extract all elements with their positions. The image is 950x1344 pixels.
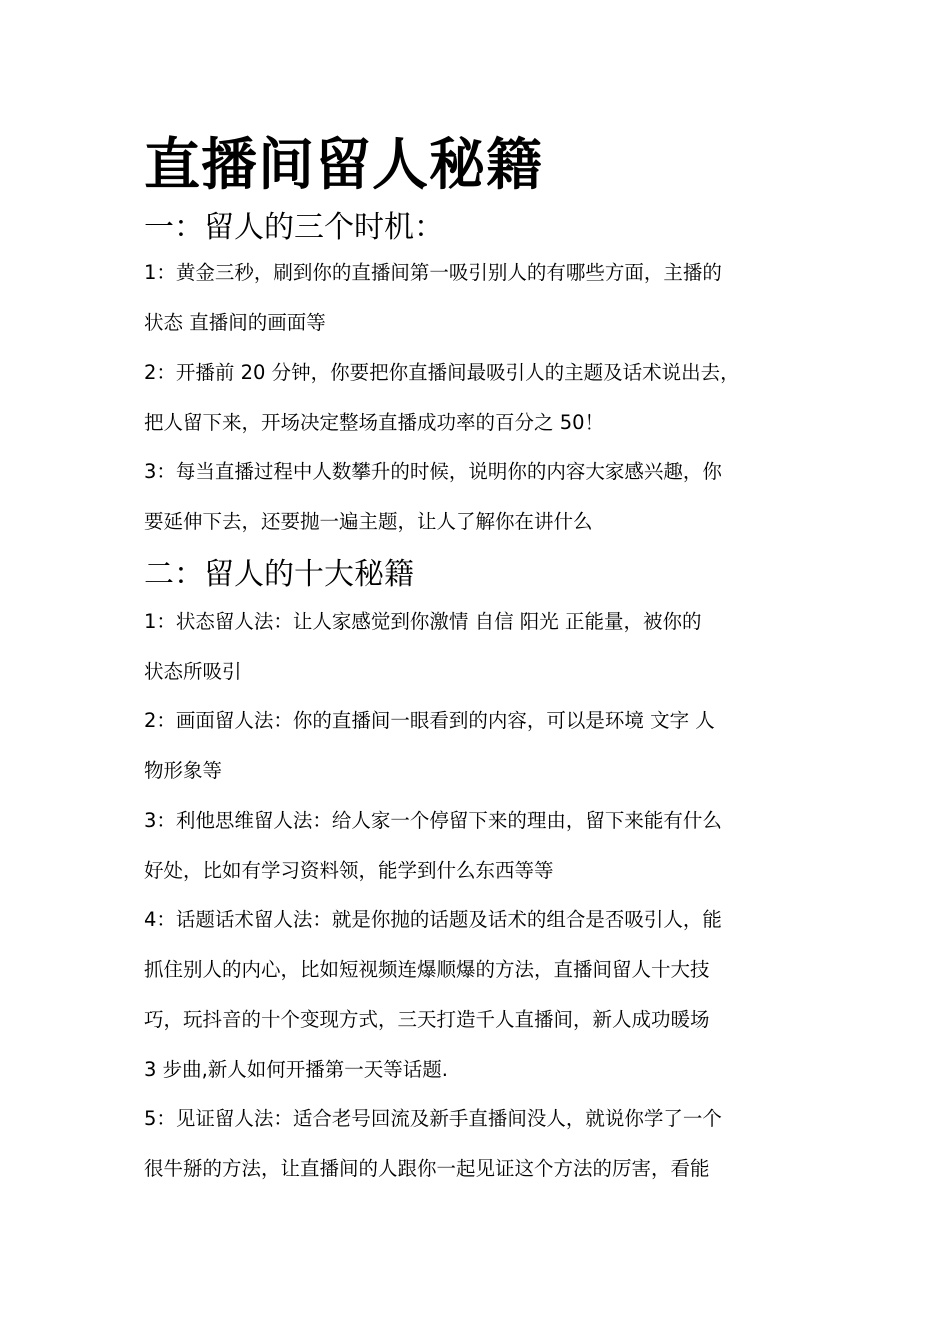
- paragraph-line: 很牛掰的方法，让直播间的人跟你一起见证这个方法的厉害，看能: [144, 1157, 710, 1180]
- paragraph-line: 好处，比如有学习资料领，能学到什么东西等等: [144, 859, 554, 882]
- document-title: 直播间留人秘籍: [144, 133, 543, 198]
- paragraph-line: 1：状态留人法：让人家感觉到你激情 自信 阳光 正能量，被你的: [144, 610, 702, 633]
- paragraph-line: 状态 直播间的画面等: [144, 311, 326, 334]
- paragraph-line: 3 步曲,新人如何开播第一天等话题.: [144, 1058, 449, 1081]
- section-heading-timing: 一：留人的三个时机：: [144, 210, 444, 245]
- paragraph-line: 5：见证留人法：适合老号回流及新手直播间没人，就说你学了一个: [144, 1107, 722, 1130]
- paragraph-line: 把人留下来，开场决定整场直播成功率的百分之 50！: [144, 411, 605, 434]
- paragraph-line: 3：每当直播过程中人数攀升的时候，说明你的内容大家感兴趣，你: [144, 460, 722, 483]
- paragraph-line: 抓住别人的内心，比如短视频连爆顺爆的方法，直播间留人十大技: [144, 958, 710, 981]
- paragraph-line: 巧，玩抖音的十个变现方式，三天打造千人直播间，新人成功暖场: [144, 1008, 710, 1031]
- paragraph-line: 物形象等: [144, 759, 223, 782]
- section-heading-secrets: 二：留人的十大秘籍: [144, 557, 414, 592]
- paragraph-line: 2：画面留人法：你的直播间一眼看到的内容，可以是环境 文字 人: [144, 709, 715, 732]
- paragraph-line: 2：开播前 20 分钟，你要把你直播间最吸引人的主题及话术说出去，: [144, 361, 740, 384]
- paragraph-line: 4：话题话术留人法：就是你抛的话题及话术的组合是否吸引人，能: [144, 908, 722, 931]
- paragraph-line: 3：利他思维留人法：给人家一个停留下来的理由，留下来能有什么: [144, 809, 722, 832]
- paragraph-line: 要延伸下去，还要抛一遍主题，让人了解你在讲什么: [144, 510, 593, 533]
- paragraph-line: 状态所吸引: [144, 660, 242, 683]
- paragraph-line: 1：黄金三秒，刷到你的直播间第一吸引别人的有哪些方面，主播的: [144, 261, 722, 284]
